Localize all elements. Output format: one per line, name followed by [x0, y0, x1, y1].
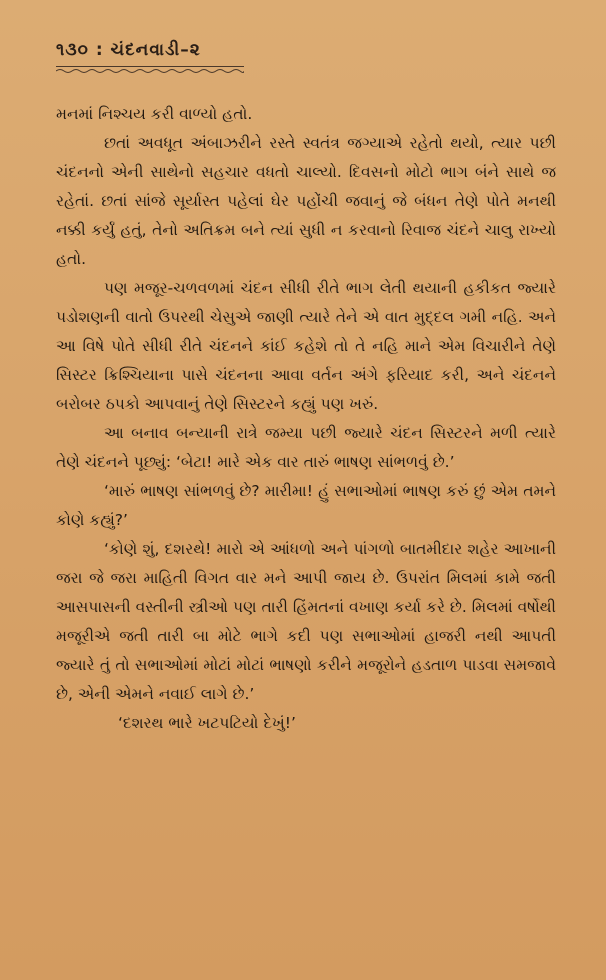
body-text — [56, 100, 556, 738]
header-separator: : — [95, 40, 104, 60]
running-header — [56, 40, 201, 60]
paragraph: પણ મજૂર-ચળવળમાં ચંદન સીધી રીતે ભાગ લેતી થયાની હકીકત જ્યારે પડોશણની વાતો ઉપરથી ચેસુએ જાણી ત્યારે તેને એ વાત મુદ્દલ ગમી નહિ. અને આ વિષે પોતે સીધી રીતે ચંદનને કાંઈ કહેશે તો તે નહિ માને એમ વિચારીને તેણે સિસ્ટર ક્રિશ્ચિયાના પાસે ચંદનના આવા વર્તન અંગે ફરિયાદ કરી, અને ચંદનને બરોબર ઠપકો આપવાનું તેણે સિસ્ટરને કહ્યું પણ ખરું. — [56, 279, 556, 413]
paragraph: ‘કોણે શું, દશરથે! મારો એ આંધળો અને પાંગળો બાતમીદાર શહેર આખાની જરા જે જરા માહિતી વિગત વાર મને આપી જાય છે. ઉપરાંત મિલમાં કામે જતી આસપાસની વસ્તીની સ્ત્રીઓ પણ તારી હિંમતનાં વખાણ કર્યા કરે છે. મિલમાં વર્ષોથી મજૂરીએ જતી તારી બા મોટે ભાગે કદી પણ સભાઓમાં હાજરી નથી આપતી જ્યારે તું તો સભાઓમાં મોટાં મોટાં ભાષણો કરીને મજૂરોને હડતાળ પાડવા સમજાવે છે, એની એમને નવાઈ લાગે છે.’ — [56, 540, 556, 703]
paragraph: ‘મારું ભાષણ સાંભળવું છે? મારીમા! હું સભાઓમાં ભાષણ કરું છું એમ તમને કોણે કહ્યું?’ — [56, 482, 556, 529]
paragraph: આ બનાવ બન્યાની રાત્રે જમ્યા પછી જ્યારે ચંદન સિસ્ટરને મળી ત્યારે તેણે ચંદનને પૂછ્યું: ‘બેટા! મારે એક વાર તારું ભાષણ સાંભળવું છે.’ — [56, 424, 556, 471]
page-number: ૧૩૦ — [56, 40, 89, 60]
header-rule — [56, 66, 244, 67]
paragraph: ‘દશરથ ભારે ખટપટિયો દેખું!’ — [118, 714, 296, 732]
paragraph: મનમાં નિશ્ચય કરી વાળ્યો હતો. — [56, 105, 253, 123]
chapter-title: ચંદનવાડી–૨ — [110, 40, 201, 60]
paragraph: છતાં અવધૂત અંબાઝરીને રસ્તે સ્વતંત્ર જગ્યાએ રહેતો થયો, ત્યાર પછી ચંદનનો એની સાથેનો સહચાર વધતો ચાલ્યો. દિવસનો મોટો ભાગ બંને સાથે જ રહેતાં. છતાં સાંજે સૂર્યાસ્ત પહેલાં ઘેર પહોંચી જવાનું જે બંધન તેણે પોતે મનથી નક્કી કર્યું હતું, તેનો અતિક્રમ બને ત્યાં સુધી ન કરવાનો રિવાજ ચંદને ચાલુ રાખ્યો હતો. — [56, 134, 556, 268]
header-ornament — [56, 68, 244, 74]
